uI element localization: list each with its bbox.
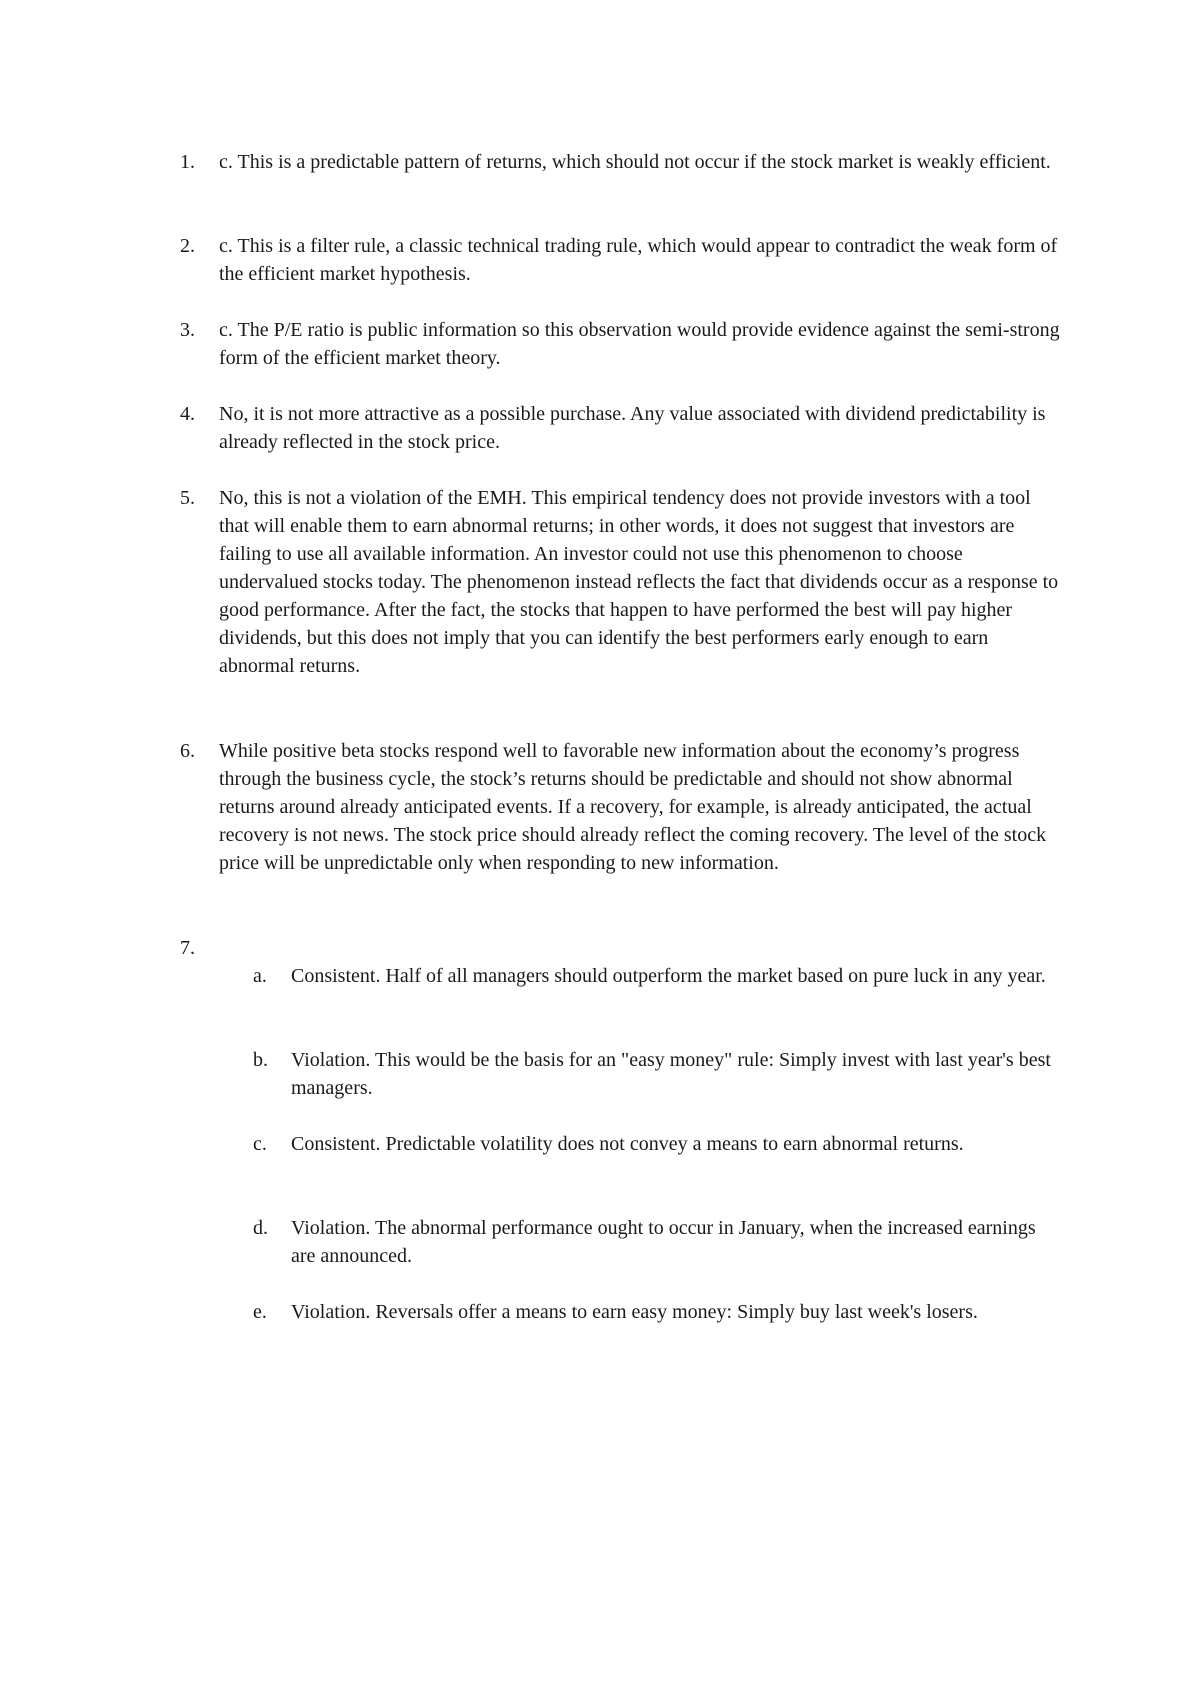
answer-item-3: [180, 316, 1060, 372]
answer-item-2: [180, 232, 1060, 288]
subanswer-text: Violation. Reversals offer a means to earn easy money: Simply buy last week's losers.: [291, 1301, 978, 1323]
subanswer-letter: e.: [253, 1301, 267, 1323]
answer-number: 7.: [180, 937, 195, 959]
answer-text: c. This is a predictable pattern of returns, which should not occur if the stock market is weakly efficient.: [219, 151, 1051, 173]
subanswer-text: Consistent. Half of all managers should outperform the market based on pure luck in any year.: [291, 965, 1046, 987]
subanswer-text: Violation. This would be the basis for an "easy money" rule: Simply invest with last year's best managers.: [291, 1049, 1051, 1099]
subanswer-letter: a.: [253, 965, 267, 987]
subanswer-item-b: [253, 1046, 1063, 1102]
subanswer-item-a: [253, 962, 1063, 990]
answer-number: 4.: [180, 403, 195, 425]
answer-number: 2.: [180, 235, 195, 257]
subanswer-letter: d.: [253, 1217, 268, 1239]
answer-number: 3.: [180, 319, 195, 341]
answer-number: 1.: [180, 151, 195, 173]
answer-text: c. The P/E ratio is public information so this observation would provide evidence against the semi-strong form of the efficient market theory.: [219, 319, 1060, 369]
answer-item-6: [180, 737, 1060, 877]
answer-text: No, this is not a violation of the EMH. This empirical tendency does not provide investors with a tool that will enable them to earn abnormal returns; in other words, it does not suggest that investors are failing to use all available information. An investor could not use this phenomenon to choose undervalued stocks today. The phenomenon instead reflects the fact that dividends occur as a response to good performance. After the fact, the stocks that happen to have performed the best will pay higher dividends, but this does not imply that you can identify the best performers early enough to earn abnormal returns.: [219, 487, 1059, 677]
answer-item-5: [180, 484, 1060, 680]
subanswer-item-d: [253, 1214, 1063, 1270]
answer-item-1: [180, 148, 1060, 176]
subanswer-text: Violation. The abnormal performance ought to occur in January, when the increased earnings are announced.: [291, 1217, 1036, 1267]
answer-text: c. This is a filter rule, a classic technical trading rule, which would appear to contradict the weak form of the efficient market hypothesis.: [219, 235, 1058, 285]
subanswer-letter: c.: [253, 1133, 267, 1155]
answer-item-4: [180, 400, 1060, 456]
subanswer-text: Consistent. Predictable volatility does not convey a means to earn abnormal returns.: [291, 1133, 964, 1155]
answer-number: 6.: [180, 740, 195, 762]
answer-text: No, it is not more attractive as a possible purchase. Any value associated with dividend predictability is already reflected in the stock price.: [219, 403, 1046, 453]
answer-number: 5.: [180, 487, 195, 509]
answer-text: While positive beta stocks respond well to favorable new information about the economy’s progress through the business cycle, the stock’s returns should be predictable and should not show abnormal returns around already anticipated events. If a recovery, for example, is already anticipated, the actual recovery is not news. The stock price should already reflect the coming recovery. The level of the stock price will be unpredictable only when responding to new information.: [219, 740, 1047, 874]
subanswer-item-e: [253, 1298, 1063, 1326]
subanswer-item-c: [253, 1130, 1063, 1158]
subanswer-letter: b.: [253, 1049, 268, 1071]
